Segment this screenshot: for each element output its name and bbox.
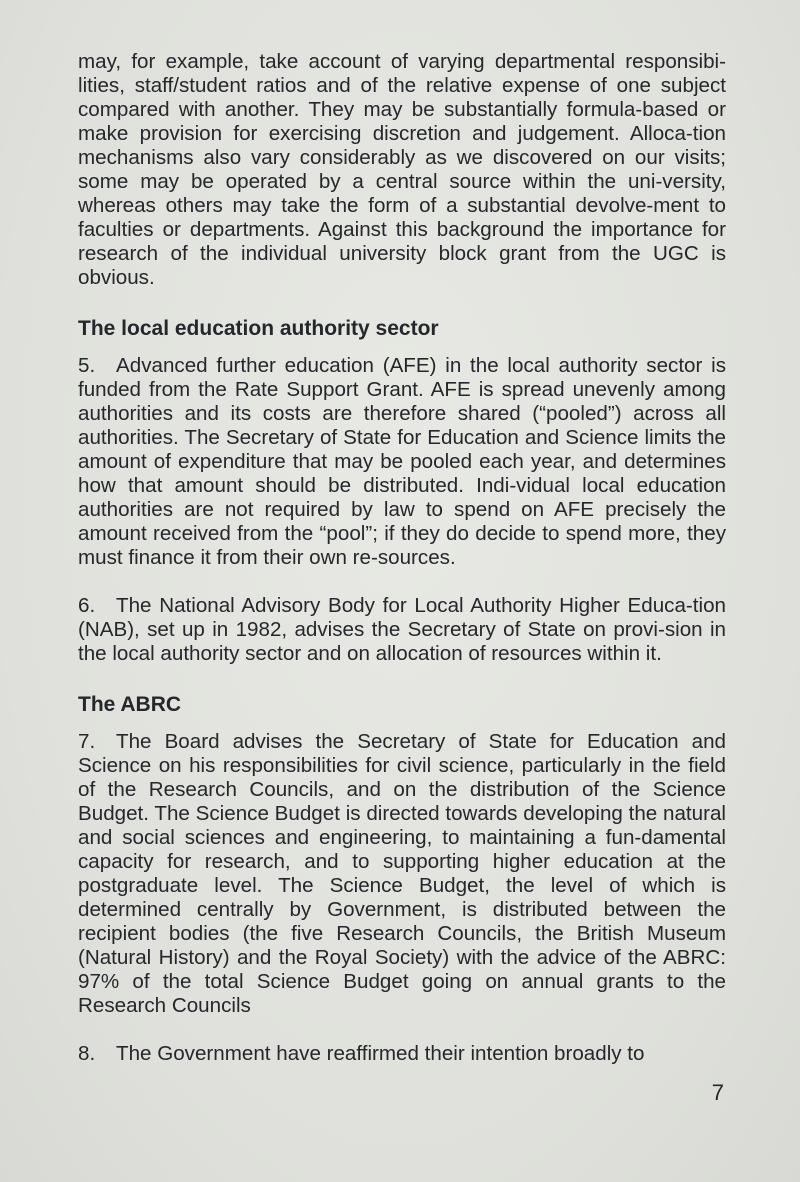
paragraph-number: 7. <box>78 730 96 753</box>
paragraph-number: 6. <box>78 594 96 617</box>
document-page <box>78 50 726 1066</box>
paragraph-text: Advanced further education (AFE) in the local authority sector is funded from the Rate Support Grant. AFE is spread unevenly among authorities and its costs are therefore shared (“pooled”) across all authorities. The Secretary of State for Education and Science limits the amount of expenditure that may be pooled each year, and determines how that amount should be distributed. Indi-vidual local education authorities are not required by law to spend on AFE precisely the amount received from the “pool”; if they do decide to spend more, they must finance it from their own re-sources. <box>78 354 726 569</box>
paragraph-text: The Government have reaffirmed their intention broadly to <box>116 1042 645 1065</box>
section-heading: The local education authority sector <box>78 317 439 340</box>
paragraph-text: The National Advisory Body for Local Authority Higher Educa-tion (NAB), set up in 1982, advises the Secretary of State on provi-sion in the local authority sector and on allocation of resources within it. <box>78 594 726 665</box>
intro-paragraph: may, for example, take account of varying departmental responsibi-lities, staff/student ratios and of the relative expense of one subject compared with another. They may be substantially formula-based or make provision for exercising discretion and judgement. Alloca-tion mechanisms also vary considerably as we discovered on our visits; some may be operated by a central source within the uni-versity, whereas others may take the form of a substantial devolve-ment to faculties or departments. Against this background the importance for research of the individual university block grant from the UGC is obvious. <box>78 50 726 289</box>
paragraph-text: The Board advises the Secretary of State for Education and Science on his responsibilities for civil science, particularly in the field of the Research Councils, and on the distribution of the Science Budget. The Science Budget is directed towards developing the natural and social sciences and engineering, to maintaining a fun-damental capacity for research, and to supporting higher education at the postgraduate level. The Science Budget, the level of which is determined centrally by Government, is distributed between the recipient bodies (the five Research Councils, the British Museum (Natural History) and the Royal Society) with the advice of the ABRC: 97% of the total Science Budget going on annual grants to the Research Councils <box>78 730 726 1017</box>
numbered-paragraph <box>78 730 726 1018</box>
paragraph-number: 8. <box>78 1042 96 1065</box>
numbered-paragraph <box>78 594 726 666</box>
paragraph-number: 5. <box>78 354 96 377</box>
section-local-education-authority <box>78 316 726 666</box>
section-abrc <box>78 692 726 1066</box>
numbered-paragraph <box>78 1042 726 1066</box>
page-number: 7 <box>711 1080 724 1105</box>
numbered-paragraph <box>78 354 726 570</box>
section-heading: The ABRC <box>78 693 182 716</box>
